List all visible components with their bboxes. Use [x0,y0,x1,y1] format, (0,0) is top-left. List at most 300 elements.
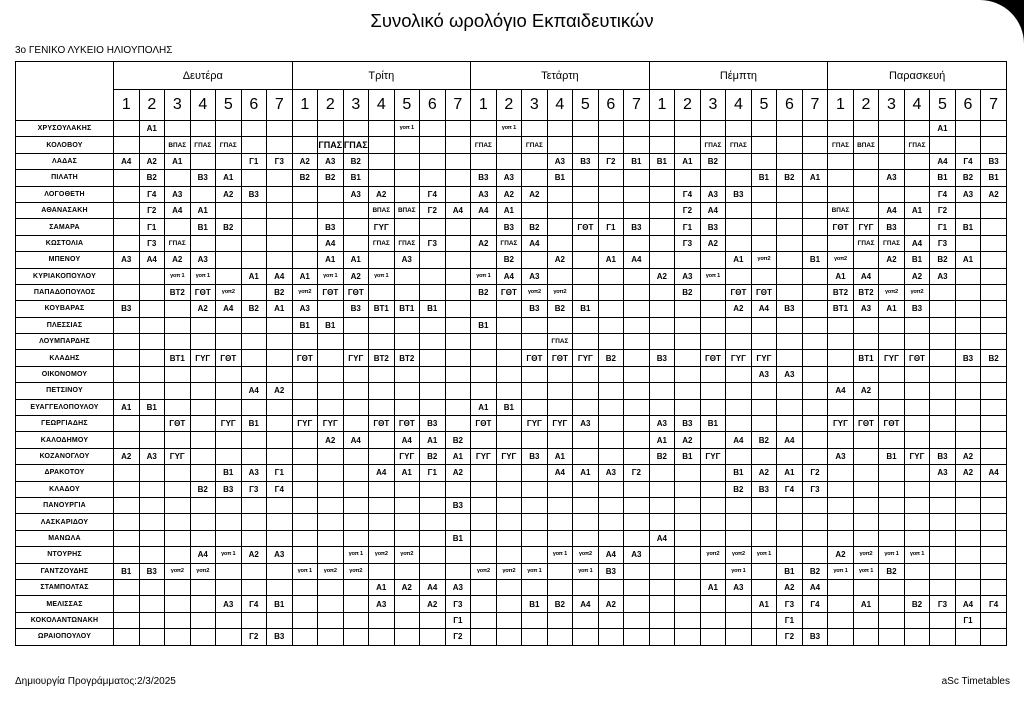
lesson-cell [522,334,548,350]
lesson-cell [573,432,599,448]
lesson-cell: Β2 [445,432,471,448]
lesson-cell [165,514,191,530]
lesson-cell: ΓΥΓ [522,416,548,432]
lesson-cell [649,579,675,595]
lesson-cell [139,481,165,497]
lesson-cell [573,481,599,497]
lesson-cell: Β2 [139,170,165,186]
lesson-cell: Γ4 [777,481,803,497]
lesson-cell [445,235,471,251]
lesson-cell [394,186,420,202]
lesson-cell [624,202,650,218]
lesson-cell [318,350,344,366]
lesson-cell: Α4 [216,301,242,317]
lesson-cell: Α2 [420,596,446,612]
lesson-cell [904,153,930,169]
lesson-cell: Γ2 [777,629,803,645]
lesson-cell [751,612,777,628]
lesson-cell [522,252,548,268]
lesson-cell [573,383,599,399]
lesson-cell [981,219,1007,235]
lesson-cell [420,334,446,350]
lesson-cell [114,579,140,595]
lesson-cell: ΒΠΑΣ [165,137,191,153]
lesson-cell: Β1 [879,448,905,464]
lesson-cell [955,235,981,251]
lesson-cell [369,284,395,300]
period-number: 6 [241,90,267,121]
lesson-cell: Α1 [369,579,395,595]
lesson-cell: Γ2 [930,202,956,218]
lesson-cell: Α3 [216,596,242,612]
lesson-cell: ΓΘΤ [700,350,726,366]
lesson-cell: ΓΥΓ [292,416,318,432]
lesson-cell [496,366,522,382]
lesson-cell [955,121,981,137]
lesson-cell [700,121,726,137]
lesson-cell [190,612,216,628]
lesson-cell: Β3 [751,481,777,497]
lesson-cell: Α4 [649,530,675,546]
lesson-cell: γοπ 1 [726,563,752,579]
lesson-cell [853,629,879,645]
teacher-name: ΝΤΟΥΡΗΣ [16,547,114,563]
teacher-row [16,383,1007,399]
lesson-cell [904,579,930,595]
lesson-cell [369,121,395,137]
lesson-cell [496,317,522,333]
lesson-cell [369,252,395,268]
day-header: Πέμπτη [649,62,828,90]
lesson-cell [853,170,879,186]
lesson-cell: Β1 [955,219,981,235]
lesson-cell: Β2 [471,284,497,300]
lesson-cell [930,334,956,350]
lesson-cell [165,465,191,481]
lesson-cell [649,252,675,268]
lesson-cell: Α2 [292,153,318,169]
lesson-cell [981,579,1007,595]
lesson-cell: γοπ2 [216,284,242,300]
lesson-cell: γοπ2 [879,284,905,300]
lesson-cell [879,121,905,137]
lesson-cell: Α2 [955,448,981,464]
lesson-cell: Β2 [930,252,956,268]
lesson-cell [114,514,140,530]
lesson-cell [318,383,344,399]
lesson-cell [624,121,650,137]
lesson-cell [292,137,318,153]
lesson-cell [573,235,599,251]
teacher-name: ΠΑΠΑΔΟΠΟΥΛΟΣ [16,284,114,300]
lesson-cell: Γ2 [675,202,701,218]
lesson-cell [241,514,267,530]
lesson-cell: Β2 [241,301,267,317]
lesson-cell [139,317,165,333]
lesson-cell [394,334,420,350]
lesson-cell: Β3 [343,301,369,317]
lesson-cell [394,563,420,579]
lesson-cell: Γ3 [241,481,267,497]
teacher-row [16,219,1007,235]
lesson-cell [802,202,828,218]
lesson-cell [828,514,854,530]
teacher-row [16,530,1007,546]
lesson-cell [165,399,191,415]
lesson-cell [751,202,777,218]
lesson-cell: Β3 [879,219,905,235]
page-title: Συνολικό ωρολόγιο Εκπαιδευτικών [370,10,654,31]
lesson-cell: Β1 [343,170,369,186]
lesson-cell: Α3 [190,252,216,268]
lesson-cell [496,530,522,546]
lesson-cell [700,465,726,481]
teacher-row [16,481,1007,497]
lesson-cell: γοπ 1 [828,563,854,579]
lesson-cell: Α1 [139,121,165,137]
period-number: 1 [649,90,675,121]
lesson-cell: Β3 [471,170,497,186]
lesson-cell: ΒΤ2 [853,284,879,300]
lesson-cell [420,383,446,399]
lesson-cell [471,629,497,645]
lesson-cell [879,186,905,202]
lesson-cell [879,366,905,382]
lesson-cell [114,202,140,218]
lesson-cell [292,202,318,218]
lesson-cell: Β2 [904,596,930,612]
lesson-cell [649,317,675,333]
lesson-cell [139,366,165,382]
lesson-cell [547,235,573,251]
lesson-cell: Α1 [853,596,879,612]
lesson-cell [751,530,777,546]
period-number: 3 [343,90,369,121]
lesson-cell [369,448,395,464]
lesson-cell: γοπ2 [904,284,930,300]
lesson-cell [879,383,905,399]
lesson-cell: Β2 [700,153,726,169]
lesson-cell: ΓΥΓ [700,448,726,464]
lesson-cell [777,186,803,202]
teacher-row [16,301,1007,317]
lesson-cell [369,153,395,169]
lesson-cell [751,153,777,169]
lesson-cell: ΓΘΤ [216,350,242,366]
lesson-cell: Β2 [267,284,293,300]
lesson-cell: Γ4 [930,186,956,202]
lesson-cell: Α1 [700,579,726,595]
lesson-cell: Α3 [114,252,140,268]
lesson-cell: ΒΤ1 [394,301,420,317]
lesson-cell [318,579,344,595]
lesson-cell [649,547,675,563]
lesson-cell: Α2 [726,301,752,317]
lesson-cell [751,514,777,530]
lesson-cell [879,579,905,595]
teacher-row [16,448,1007,464]
lesson-cell: Α3 [598,465,624,481]
lesson-cell [522,497,548,513]
lesson-cell: γοπ 1 [853,563,879,579]
period-number: 4 [726,90,752,121]
lesson-cell [777,202,803,218]
lesson-cell [318,334,344,350]
lesson-cell [573,366,599,382]
lesson-cell [241,530,267,546]
lesson-cell [190,579,216,595]
lesson-cell: Γ1 [267,465,293,481]
lesson-cell [420,612,446,628]
lesson-cell: ΓΘΤ [547,350,573,366]
lesson-cell: Γ2 [139,202,165,218]
lesson-cell [675,301,701,317]
lesson-cell [802,383,828,399]
lesson-cell [649,465,675,481]
lesson-cell: Α1 [598,252,624,268]
lesson-cell [471,465,497,481]
lesson-cell [420,497,446,513]
lesson-cell [573,530,599,546]
lesson-cell [700,497,726,513]
lesson-cell [598,202,624,218]
lesson-cell [114,235,140,251]
lesson-cell [547,121,573,137]
lesson-cell [216,432,242,448]
lesson-cell [930,612,956,628]
lesson-cell [394,514,420,530]
lesson-cell: Α4 [139,252,165,268]
lesson-cell [598,579,624,595]
lesson-cell: γοπ 1 [547,547,573,563]
lesson-cell [930,416,956,432]
lesson-cell [369,563,395,579]
lesson-cell [267,366,293,382]
lesson-cell [292,514,318,530]
period-number: 7 [802,90,828,121]
lesson-cell [649,399,675,415]
lesson-cell: ΓΠΑΣ [343,137,369,153]
lesson-cell [445,252,471,268]
lesson-cell [114,284,140,300]
lesson-cell: Α1 [343,252,369,268]
lesson-cell [241,317,267,333]
lesson-cell: Α1 [879,301,905,317]
lesson-cell [394,219,420,235]
lesson-cell [471,219,497,235]
lesson-cell: Β3 [522,301,548,317]
lesson-cell [981,432,1007,448]
lesson-cell: ΒΠΑΣ [828,202,854,218]
lesson-cell: γοπ 1 [190,268,216,284]
lesson-cell: Β3 [675,416,701,432]
lesson-cell: Α2 [777,579,803,595]
lesson-cell: ΓΘΤ [471,416,497,432]
lesson-cell [879,629,905,645]
lesson-cell: ΓΘΤ [394,416,420,432]
lesson-cell: Α4 [369,465,395,481]
lesson-cell: Α2 [675,432,701,448]
lesson-cell [471,481,497,497]
lesson-cell [522,579,548,595]
lesson-cell [981,334,1007,350]
lesson-cell [828,465,854,481]
lesson-cell [471,366,497,382]
lesson-cell: Α2 [828,547,854,563]
lesson-cell [139,465,165,481]
lesson-cell [547,481,573,497]
lesson-cell [547,366,573,382]
lesson-cell: Β2 [777,170,803,186]
lesson-cell: ΒΠΑΣ [394,202,420,218]
lesson-cell [547,383,573,399]
lesson-cell [573,284,599,300]
lesson-cell [190,465,216,481]
lesson-cell [853,153,879,169]
lesson-cell [114,137,140,153]
lesson-cell: Α4 [700,202,726,218]
lesson-cell: Β3 [445,497,471,513]
lesson-cell [267,416,293,432]
lesson-cell [624,268,650,284]
lesson-cell [369,334,395,350]
lesson-cell [598,186,624,202]
lesson-cell: Α2 [471,235,497,251]
lesson-cell: Α3 [522,268,548,284]
lesson-cell [828,596,854,612]
lesson-cell: Α4 [777,432,803,448]
lesson-cell [165,481,191,497]
lesson-cell: Γ3 [777,596,803,612]
lesson-cell: γοπ 1 [522,563,548,579]
lesson-cell: Β2 [496,252,522,268]
period-number: 6 [777,90,803,121]
lesson-cell [751,317,777,333]
lesson-cell: Γ1 [777,612,803,628]
lesson-cell: Α4 [241,383,267,399]
period-number: 5 [394,90,420,121]
lesson-cell [190,317,216,333]
period-number: 1 [471,90,497,121]
lesson-cell [598,235,624,251]
lesson-cell [777,350,803,366]
lesson-cell [369,514,395,530]
teacher-name: ΜΑΝΩΛΑ [16,530,114,546]
lesson-cell [624,497,650,513]
lesson-cell [241,432,267,448]
lesson-cell: Α4 [598,547,624,563]
lesson-cell [114,612,140,628]
lesson-cell [420,366,446,382]
lesson-cell [624,629,650,645]
lesson-cell [114,530,140,546]
lesson-cell: γοπ2 [751,252,777,268]
lesson-cell [318,481,344,497]
lesson-cell [267,121,293,137]
lesson-cell: ΓΘΤ [496,284,522,300]
lesson-cell [675,563,701,579]
lesson-cell [343,219,369,235]
lesson-cell [267,514,293,530]
teacher-name: ΠΙΛΑΤΗ [16,170,114,186]
lesson-cell: ΓΠΑΣ [471,137,497,153]
lesson-cell [471,596,497,612]
lesson-cell: ΓΠΑΣ [216,137,242,153]
lesson-cell [802,137,828,153]
teacher-name: ΜΠΕΝΟΥ [16,252,114,268]
lesson-cell [598,497,624,513]
lesson-cell: γοπ 1 [904,547,930,563]
lesson-cell: Β3 [649,350,675,366]
lesson-cell [165,219,191,235]
lesson-cell [190,366,216,382]
lesson-cell [445,268,471,284]
lesson-cell [777,317,803,333]
lesson-cell [726,121,752,137]
lesson-cell [649,202,675,218]
lesson-cell [496,465,522,481]
lesson-cell [369,137,395,153]
lesson-cell [522,547,548,563]
lesson-cell [445,547,471,563]
lesson-cell [879,137,905,153]
lesson-cell [139,579,165,595]
lesson-cell [420,137,446,153]
lesson-cell [700,170,726,186]
lesson-cell [292,530,318,546]
lesson-cell [420,153,446,169]
lesson-cell [879,481,905,497]
lesson-cell: Β2 [190,481,216,497]
lesson-cell [394,170,420,186]
lesson-cell: Α1 [726,252,752,268]
lesson-cell [879,268,905,284]
lesson-cell [292,219,318,235]
lesson-cell [930,137,956,153]
lesson-cell [828,350,854,366]
lesson-cell: Α3 [930,268,956,284]
lesson-cell: Β1 [114,563,140,579]
teacher-row [16,629,1007,645]
lesson-cell [190,432,216,448]
lesson-cell [216,629,242,645]
lesson-cell [649,612,675,628]
lesson-cell: Α4 [471,202,497,218]
lesson-cell: ΓΥΓ [904,448,930,464]
teacher-name: ΚΟΚΟΛΑΝΤΩΝΑΚΗ [16,612,114,628]
lesson-cell [853,186,879,202]
lesson-cell [955,383,981,399]
period-number: 7 [445,90,471,121]
lesson-cell: Α1 [930,121,956,137]
lesson-cell [522,383,548,399]
teacher-name: ΜΕΛΙΣΣΑΣ [16,596,114,612]
lesson-cell: γοπ2 [165,563,191,579]
lesson-cell [955,563,981,579]
lesson-cell: Α3 [267,547,293,563]
lesson-cell [853,317,879,333]
lesson-cell [904,481,930,497]
lesson-cell: Γ1 [930,219,956,235]
lesson-cell: Α2 [241,547,267,563]
lesson-cell: Β1 [904,252,930,268]
lesson-cell: ΓΥΓ [165,448,191,464]
lesson-cell: Α2 [190,301,216,317]
lesson-cell: Β2 [598,350,624,366]
lesson-cell: Β2 [343,153,369,169]
lesson-cell [522,317,548,333]
lesson-cell: ΓΥΓ [879,350,905,366]
